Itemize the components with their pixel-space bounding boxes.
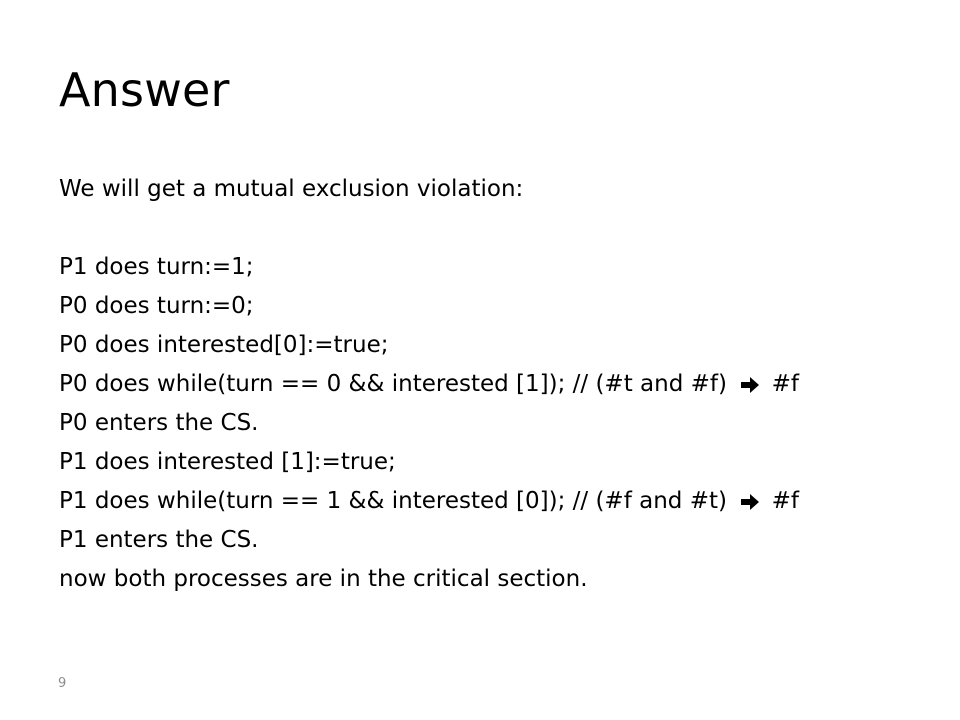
p0-while-line	[59, 365, 939, 404]
step-line: P0 does interested[0]:=true;	[59, 332, 389, 358]
p1-while-text: P1 does while(turn == 1 && interested [0]); // (#f and #t)	[59, 488, 727, 514]
p0-enters-line: P0 enters the CS.	[59, 410, 259, 436]
intro-line: We will get a mutual exclusion violation:	[59, 176, 524, 202]
step-line: P0 does turn:=0;	[59, 293, 254, 319]
slide-title: Answer	[59, 63, 230, 117]
p1-interested-line: P1 does interested [1]:=true;	[59, 449, 396, 475]
right-arrow-icon	[740, 376, 760, 394]
right-arrow-icon	[740, 493, 760, 511]
conclusion-line: now both processes are in the critical section.	[59, 566, 588, 592]
spacer	[59, 209, 939, 248]
p0-while-text: P0 does while(turn == 0 && interested [1]); // (#t and #f)	[59, 371, 727, 397]
p0-while-result: #f	[771, 371, 799, 397]
p1-while-line	[59, 482, 939, 521]
page-number: 9	[58, 676, 67, 691]
slide-body	[59, 170, 939, 599]
p1-enters-line: P1 enters the CS.	[59, 527, 259, 553]
p1-while-result: #f	[771, 488, 799, 514]
step-line: P1 does turn:=1;	[59, 254, 254, 280]
